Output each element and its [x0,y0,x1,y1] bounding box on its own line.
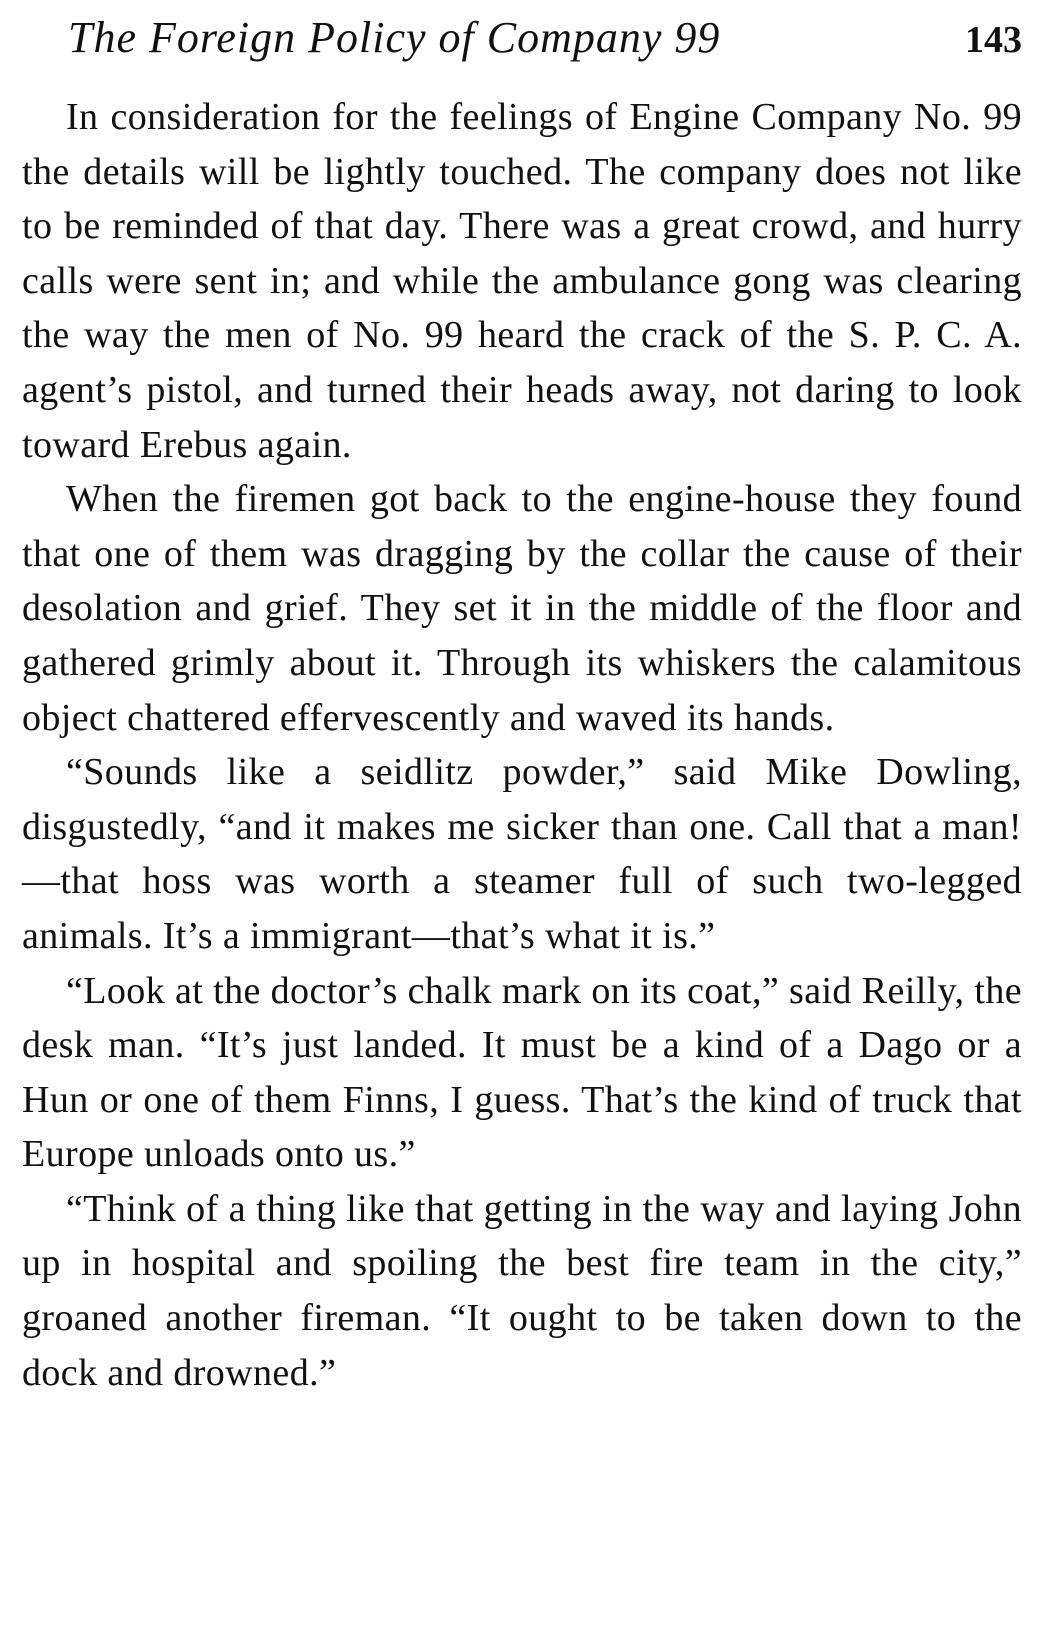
paragraph: In consideration for the feelings of Engine Company No. 99 the details will be lightly touched. The company does not like to be reminded of that day. There was a great crowd, and hurry calls were sent in; and while the ambulance gong was clearing the way the men of No. 99 heard the crack of the S. P. C. A. agent’s pistol, and turned their heads away, not daring to look toward Erebus again. [22,96,1022,466]
running-head [22,12,1022,90]
paragraph: “Think of a thing like that getting in the way and laying John up in hospital and spoiling the best fire team in the city,” groaned another fireman. “It ought to be taken down to the dock and drowned.” [22,1187,1022,1394]
paragraph: “Sounds like a seidlitz powder,” said Mike Dowling, disgustedly, “and it makes me sicker than one. Call that a man!—that hoss was worth a steamer full of such two-legged animals. It’s a immigrant—that’s what it is.” [22,751,1022,957]
body-text [22,90,1022,1400]
page-number: 143 [965,19,1022,61]
paragraph: When the firemen got back to the engine-house they found that one of them was dragging by the collar the cause of their desolation and grief. They set it in the middle of the floor and gathered grimly about it. Through its whiskers the calamitous object chattered effervescently and waved its hands. [22,478,1022,739]
paragraph: “Look at the doctor’s chalk mark on its coat,” said Reilly, the desk man. “It’s just landed. It must be a kind of a Dago or a Hun or one of them Finns, I guess. That’s the kind of truck that Europe unloads onto us.” [22,969,1022,1176]
running-title: The Foreign Policy of Company 99 [68,13,721,62]
